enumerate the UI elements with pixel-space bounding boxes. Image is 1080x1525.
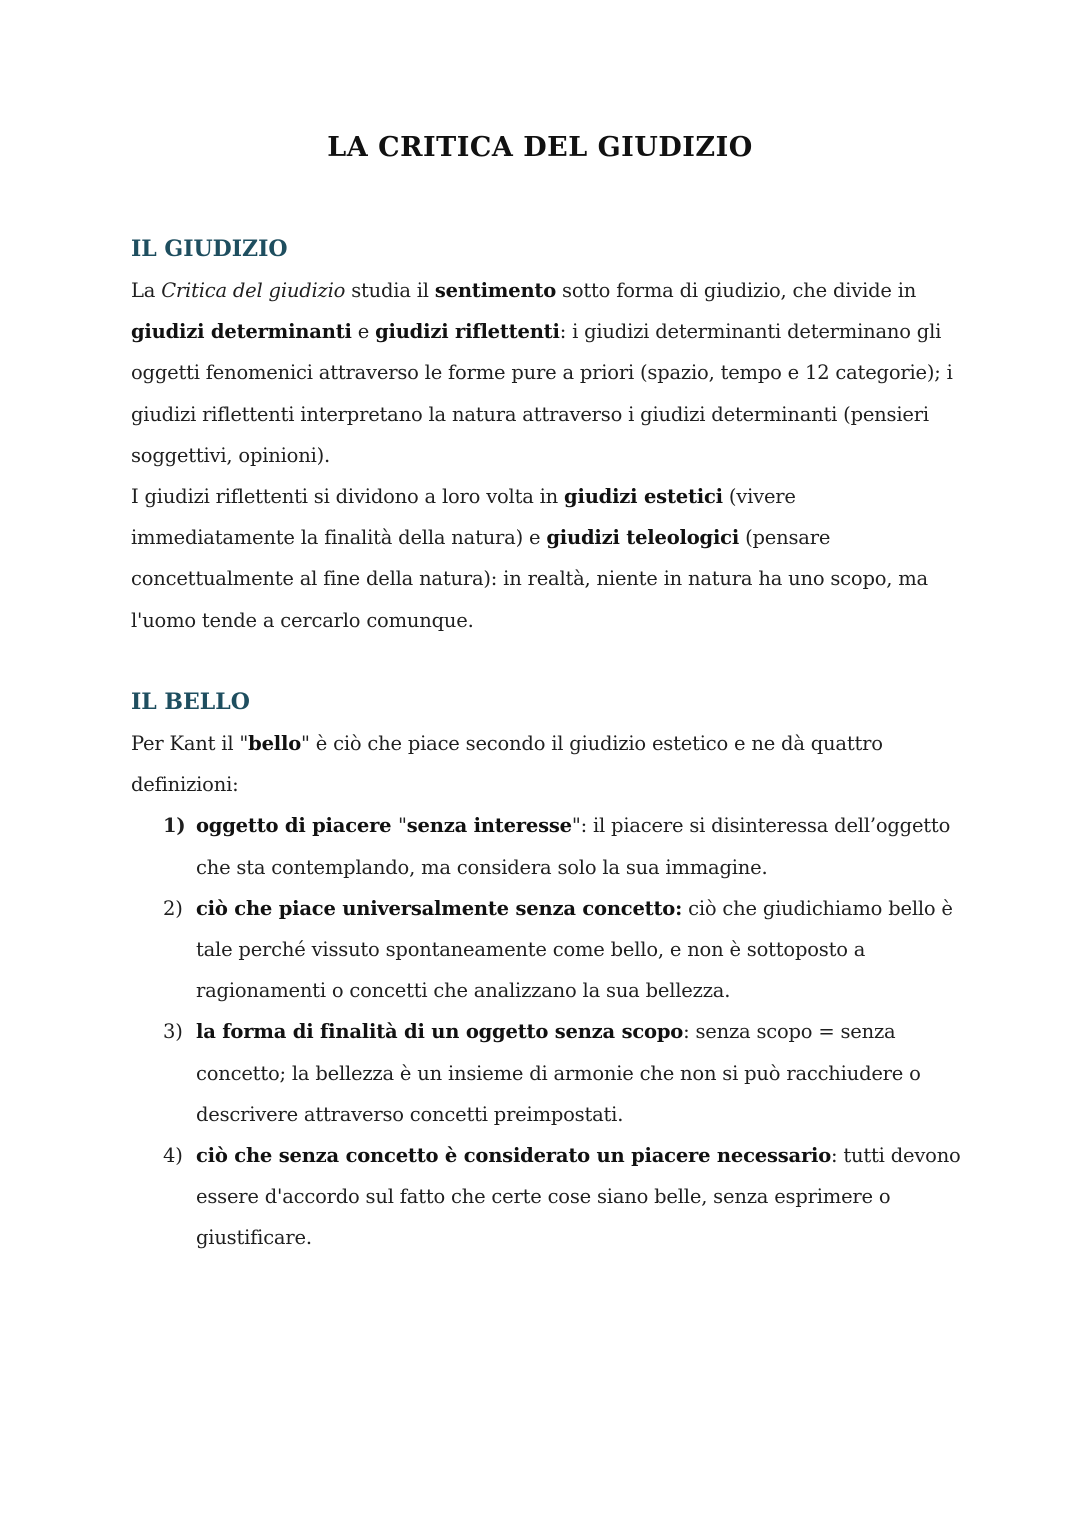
list-number: 1) [163, 814, 186, 838]
section-bello [131, 682, 961, 1259]
document-title: LA CRITICA DEL GIUDIZIO [327, 132, 753, 163]
key-term: oggetto di piacere [196, 814, 398, 838]
text-run: I giudizi riflettenti si dividono a loro volta in [131, 485, 565, 509]
text-run: : tutti devono essere d'accordo sul fatto che certe cose siano belle, senza esprimere o giustificare. [196, 1144, 961, 1250]
text-run: ": il piacere si disinteressa dell’oggetto che sta contemplando, ma considera solo la sua immagine. [196, 814, 951, 879]
section-heading-giudizio: IL GIUDIZIO [131, 236, 288, 262]
list-item [131, 805, 961, 887]
key-term: ciò che senza concetto è considerato un piacere necessario [196, 1144, 832, 1168]
text-run: : i giudizi determinanti determinano gli oggetti fenomenici attraverso le forme pure a priori (spazio, tempo e 12 categorie); i giudizi riflettenti interpretano la natura attraverso i giudizi determinanti (pensieri soggettivi, opinioni). [131, 320, 953, 467]
text-run: La [131, 279, 162, 302]
section-heading-bello: IL BELLO [131, 689, 250, 715]
text-run: studia il [345, 279, 435, 302]
key-term: la forma di finalità di un oggetto senza scopo [196, 1020, 684, 1044]
key-term: bello [248, 732, 302, 755]
text-run: (vivere immediatamente la finalità della natura) e [131, 485, 796, 550]
list-number: 4) [163, 1144, 183, 1168]
list-item [131, 888, 961, 1012]
key-term: giudizi teleologici [546, 526, 740, 550]
definitions-list [131, 805, 961, 1258]
key-term: ciò che piace universalmente senza concetto: [196, 896, 683, 920]
key-term: senza interesse [406, 814, 572, 838]
text-run: " [397, 814, 407, 838]
list-item [131, 1011, 961, 1135]
text-run: : senza scopo = senza concetto; la bellezza è un insieme di armonie che non si può racchiudere o descrivere attraverso concetti preimpostati. [196, 1020, 921, 1126]
paragraph-giudizio-1 [131, 270, 961, 476]
key-term: giudizi determinanti [131, 320, 352, 344]
text-run: sotto forma di giudizio, che divide in [556, 279, 917, 302]
list-item [131, 1135, 961, 1259]
key-term: giudizi estetici [564, 485, 723, 509]
text-run: Per Kant il " [131, 732, 249, 755]
key-term: sentimento [434, 279, 557, 302]
key-term: giudizi riflettenti [375, 320, 560, 344]
list-number: 2) [163, 896, 183, 920]
paragraph-giudizio-2 [131, 476, 961, 641]
section-giudizio [131, 229, 961, 641]
text-run: (pensare concettualmente al fine della natura): in realtà, niente in natura ha uno scopo, ma l'uomo tende a cercarlo comunque. [131, 526, 928, 632]
text-run: e [351, 320, 376, 344]
work-title: Critica del giudizio [161, 279, 346, 302]
text-run: ciò che giudichiamo bello è tale perché vissuto spontaneamente come bello, e non è sottoposto a ragionamenti o concetti che analizzano la sua bellezza. [196, 896, 953, 1003]
list-number: 3) [163, 1020, 183, 1044]
text-run: " è ciò che piace secondo il giudizio estetico e ne dà quattro definizioni: [131, 732, 883, 797]
paragraph-bello-intro [131, 723, 961, 805]
